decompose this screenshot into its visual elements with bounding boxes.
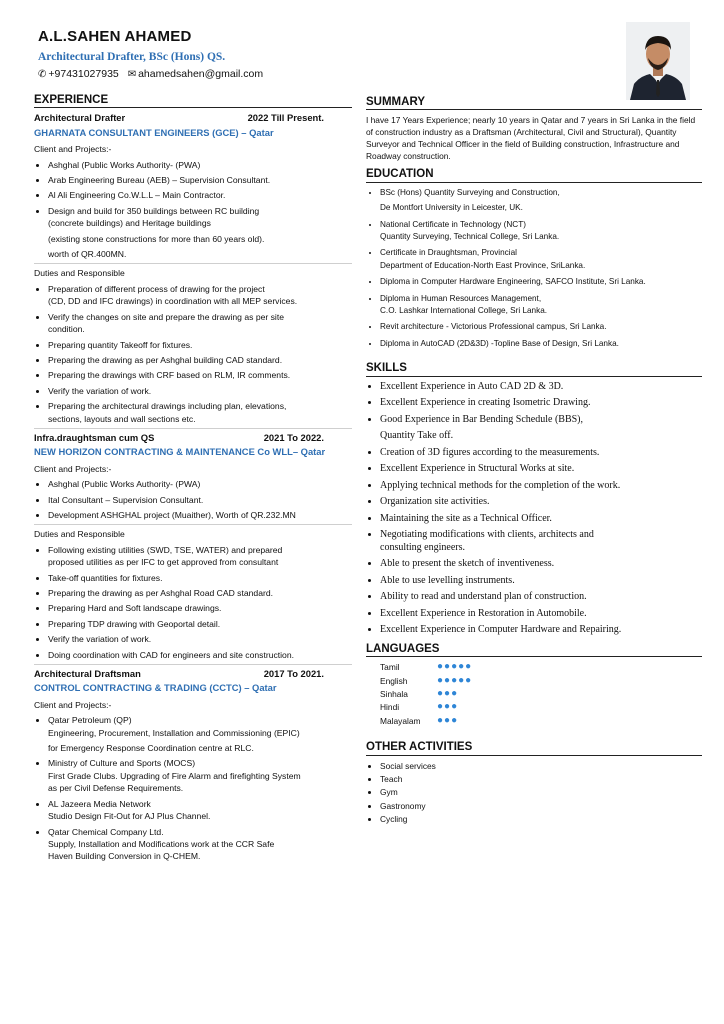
divider [34,428,352,429]
duties-label: Duties and Responsible [34,529,125,540]
candidate-name: A.L.SAHEN AHAMED [38,28,192,45]
list-item: • Certificate in Draughtsman, Provincial Department of Education-North East Province, SriLanka. [380,247,702,272]
clients-label: Client and Projects:- [34,463,112,474]
proficiency-dots: ●●●●● [437,674,473,686]
list-item: • Excellent Experience in creating Isometric Drawing. [380,397,702,410]
list-item: • Organization site activities. [380,496,702,509]
job-company: NEW HORIZON CONTRACTING & MAINTENANCE Co WLL– Qatar [34,446,326,458]
list-item: • Take-off quantities for fixtures. [48,572,352,584]
clients-label: Client and Projects:- [34,144,112,155]
language-name: Tamil [380,662,400,673]
list-item: • Creation of 3D figures according to the measurements. [380,447,702,460]
language-name: Sinhala [380,688,408,699]
clients-list [34,159,352,218]
duties-list [34,283,352,425]
job-company: GHARNATA CONSULTANT ENGINEERS (GCE) – Qatar [34,126,274,138]
summary-title: SUMMARY [366,96,702,110]
list-item: • Cycling [380,813,702,825]
list-item: • Excellent Experience in Auto CAD 2D & 3D. [380,381,702,394]
activities-title: OTHER ACTIVITIES [366,741,702,755]
clients-label: Client and Projects:- [34,699,112,710]
list-item: • Ability to read and understand plan of construction. [380,591,702,604]
job-company: CONTROL CONTRACTING & TRADING (CCTC) – Qatar [34,682,277,694]
divider [34,664,352,665]
clients-list [34,714,352,862]
job-header [34,432,352,444]
list-item: • Excellent Experience in Computer Hardware and Repairing. [380,624,702,637]
list-item: • Verify the variation of work. [48,385,352,397]
list-item: • Development ASHGHAL project (Muaither), Worth of QR.232.MN [48,509,352,521]
list-item: • Arab Engineering Bureau (AEB) – Supervision Consultant. [48,174,352,186]
profile-photo [626,22,690,100]
language-name: Malayalam [380,715,421,726]
duties-label: Duties and Responsible [34,268,125,279]
list-item: • Following existing utilities (SWD, TSE, WATER) and prepared proposed utilities as per IFC to get approved from consultant [48,544,352,569]
proficiency-dots: ●●● [437,701,459,713]
list-item: • AL Jazeera Media Network Studio Design Fit-Out for AJ Plus Channel. [48,798,352,823]
list-item: • Ministry of Culture and Sports (MOCS) First Grade Clubs. Upgrading of Fire Alarm and firefighting System as per Civil Defense Requirements. [48,757,352,794]
skills-list [366,381,702,637]
email-icon: ✉ [127,69,137,80]
job-position: Infra.draughtsman cum QS [34,431,155,443]
job-dates: 2022 Till Present. [247,112,324,124]
list-item: • Diploma in Computer Hardware Engineering, SAFCO Institute, Sri Lanka. [380,276,702,288]
proficiency-dots: ●●●●● [437,661,473,673]
list-item: • Diploma in AutoCAD (2D&3D) -Topline Base of Design, Sri Lanka. [380,338,702,350]
list-item: • Verify the changes on site and prepare the drawing as per site condition. [48,311,352,336]
education-list [366,187,702,350]
list-item: • Preparing the drawing as per Ashghal building CAD standard. [48,354,352,366]
language-name: English [380,675,408,686]
email-address: ahamedsahen@gmail.com [138,68,264,80]
list-item: • Preparing quantity Takeoff for fixtures. [48,339,352,351]
list-item: • Revit architecture - Victorious Professional campus, Sri Lanka. [380,321,702,333]
list-item: • Negotiating modifications with clients, architects and consulting engineers. [380,529,702,554]
languages-title: LANGUAGES [366,643,702,657]
list-item [380,701,702,713]
list-item: • Preparing Hard and Soft landscape drawings. [48,602,352,614]
list-item: • Verify the variation of work. [48,633,352,645]
list-item: • Qatar Petroleum (QP) Engineering, Procurement, Installation and Commissioning (EPIC) for Emergency Response Coordination centre at RLC. [48,714,352,754]
list-item: • Excellent Experience in Structural Works at site. [380,463,702,476]
list-item: • Preparing the drawings with CRF based on RLM, IR comments. [48,369,352,381]
proficiency-dots: ●●● [437,714,459,726]
list-item: • Design and build for 350 buildings between RC building [48,205,352,217]
list-item: • Preparation of different process of drawing for the project (CD, DD and IFC drawings) in coordination with all MEP services. [48,283,352,308]
job-header [34,112,352,124]
list-item: • Diploma in Human Resources Management, C.O. Lashkar International College, Sri Lanka. [380,293,702,318]
list-item: • National Certificate in Technology (NCT) Quantity Surveying, Technical College, Sri Lanka. [380,219,702,244]
list-item: • Ashghal (Public Works Authority- (PWA) [48,159,352,171]
list-item: • Social services [380,760,702,772]
phone-icon: ✆ [38,69,47,80]
job-dates: 2021 To 2022. [263,431,324,443]
list-item: • Al Ali Engineering Co.W.L.L – Main Contractor. [48,189,352,201]
experience-title: EXPERIENCE [34,94,352,108]
activities-list [366,760,702,826]
divider [34,263,352,264]
list-item: • Maintaining the site as a Technical Officer. [380,513,702,526]
job-position: Architectural Drafter [34,112,126,124]
list-item: • Preparing TDP drawing with Geoportal detail. [48,618,352,630]
job-position: Architectural Draftsman [34,668,141,680]
clients-list [34,478,352,521]
list-item: • Ital Consultant – Supervision Consultant. [48,494,352,506]
text-line: (existing stone constructions for more than 60 years old). [48,233,265,244]
list-item [380,675,702,687]
list-item [380,715,702,727]
list-item: • Teach [380,773,702,785]
list-item: • Ashghal (Public Works Authority- (PWA) [48,478,352,490]
list-item: • Able to present the sketch of inventiveness. [380,558,702,571]
summary-text: I have 17 Years Experience; nearly 10 years in Qatar and 7 years in Sri Lanka in the field of construction industry as a Draftsman (Architectural, Civil and Structural), Quantity Surveyor and Technical Officer in the field of Building construction, Infrastructure and Roadway construction. [366,115,696,162]
job-header [34,668,352,680]
divider [34,524,352,525]
list-item: • Preparing the architectural drawings including plan, elevations, sections, layouts and wall sections etc. [48,400,352,425]
list-item: • Able to use levelling instruments. [380,575,702,588]
left-column [34,94,352,866]
list-item: • Gym [380,786,702,798]
candidate-role: Architectural Drafter, BSc (Hons) QS. [38,51,226,63]
list-item [380,688,702,700]
list-item [380,661,702,673]
list-item: • Preparing the drawing as per Ashghal Road CAD standard. [48,587,352,599]
list-item: • Doing coordination with CAD for engineers and site construction. [48,649,352,661]
list-item: • Applying technical methods for the completion of the work. [380,480,702,493]
education-title: EDUCATION [366,168,702,182]
phone-number: +97431027935 [48,68,119,80]
list-item: • BSc (Hons) Quantity Surveying and Construction, De Montfort University in Leicester, UK. [380,187,702,215]
job-dates: 2017 To 2021. [263,668,324,680]
text-line: worth of QR.400MN. [48,249,127,260]
languages-list [366,661,702,727]
list-item: • Excellent Experience in Restoration in Automobile. [380,608,702,621]
client-extra [34,217,352,260]
list-item: • Qatar Chemical Company Ltd. Supply, Installation and Modifications work at the CCR Safe Haven Building Conversion in Q-CHEM. [48,826,352,863]
skills-title: SKILLS [366,362,702,376]
duties-list [34,544,352,661]
right-column [366,96,702,827]
contact-line [38,68,263,80]
text-line: (concrete buildings) and Heritage buildings [48,218,211,229]
list-item: • Good Experience in Bar Bending Schedule (BBS), Quantity Take off. [380,414,702,443]
proficiency-dots: ●●● [437,687,459,699]
list-item: • Gastronomy [380,800,702,812]
language-name: Hindi [380,702,400,713]
